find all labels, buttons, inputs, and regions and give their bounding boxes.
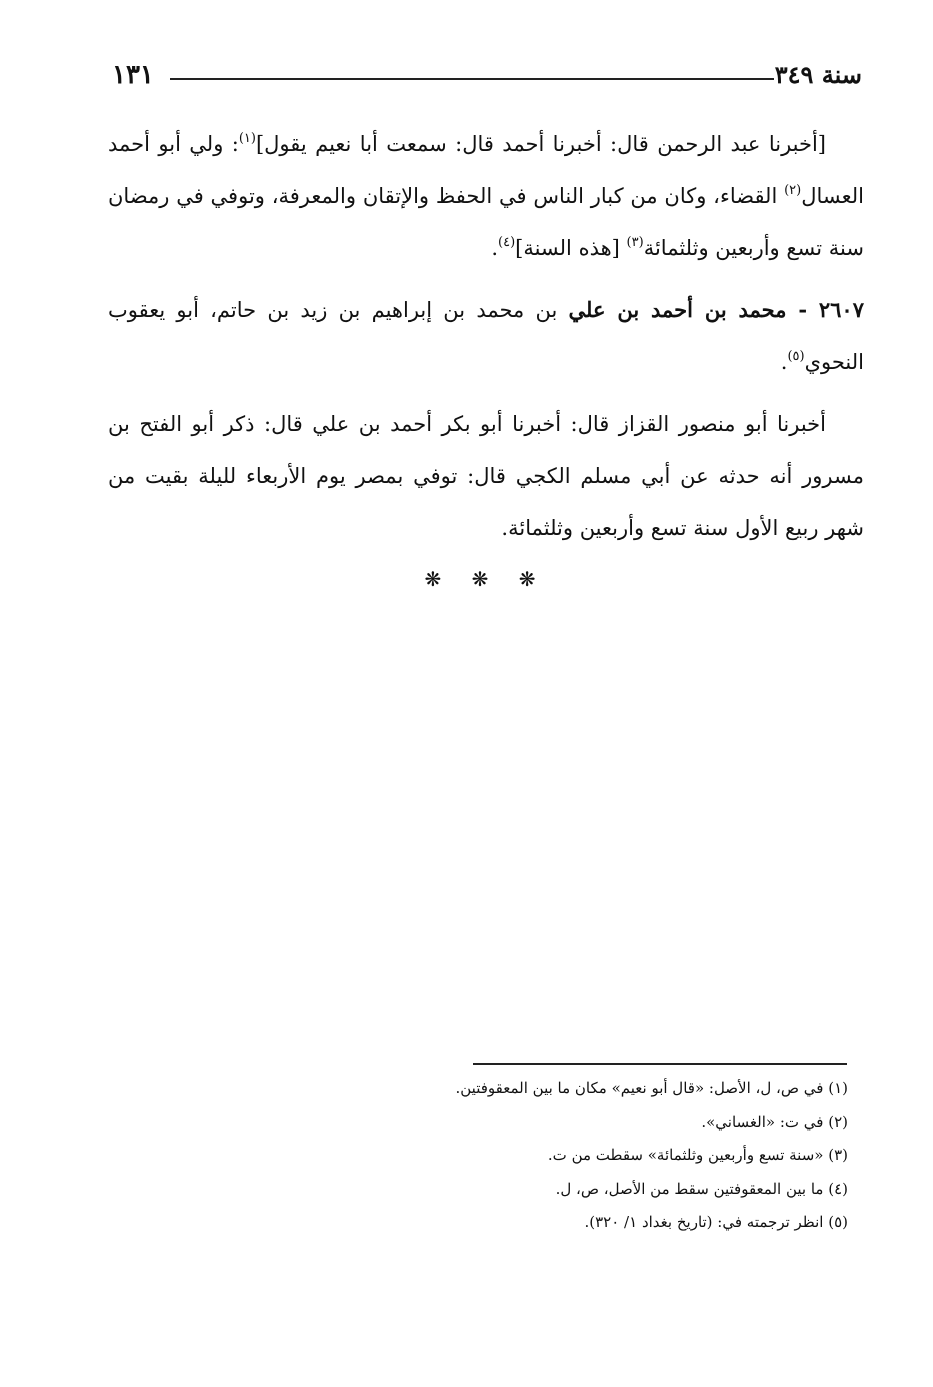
page-header xyxy=(112,58,862,92)
footnote-5: (٥) انظر ترجمته في: (تاريخ بغداد ١/ ٣٢٠). xyxy=(584,1213,848,1231)
footnotes-list xyxy=(300,1072,848,1240)
p1-text-e: . xyxy=(491,236,498,260)
paragraph-1 xyxy=(108,118,864,274)
main-text xyxy=(108,118,864,594)
footnote-ref-4[interactable]: (٤) xyxy=(498,234,516,250)
p1-text-a: [أخبرنا عبد الرحمن قال: أخبرنا أحمد قال: سمعت أبا نعيم يقول] xyxy=(255,132,826,156)
page-number: ١٣١ xyxy=(112,60,154,90)
entry-number: ٢٦٠٧ - xyxy=(786,297,864,322)
entry-2607 xyxy=(108,284,864,388)
footnote-ref-5[interactable]: (٥) xyxy=(787,348,805,364)
header-rule xyxy=(170,78,774,80)
entry-end: . xyxy=(780,350,788,374)
entry-name: محمد بن أحمد بن علي xyxy=(568,297,787,322)
p1-text-d: [هذه السنة] xyxy=(515,236,627,260)
footnote-ref-2[interactable]: (٢) xyxy=(784,182,802,198)
footnote-2: (٢) في ت: «الغساني». xyxy=(701,1112,848,1131)
footnote-1: (١) في ص، ل، الأصل: «قال أبو نعيم» مكان ما بين المعقوفتين. xyxy=(455,1079,848,1097)
footnote-ref-3[interactable]: (٣) xyxy=(626,234,644,250)
footnote-rule xyxy=(473,1063,847,1065)
footnote-ref-1[interactable]: (١) xyxy=(238,130,256,146)
entry-rest: بن محمد بن إبراهيم بن زيد بن حاتم، أبو يعقوب النحوي xyxy=(108,298,864,374)
section-separator: ❋ ❋ ❋ xyxy=(424,567,548,591)
footnote-3: (٣) «سنة تسع وأربعين وثلثمائة» سقطت من ت. xyxy=(547,1146,848,1164)
p1-text-b: : ولي أبو أحمد العسال xyxy=(108,132,864,208)
running-title: سنة ٣٤٩ xyxy=(774,60,862,89)
p1-text-c: القضاء، وكان من كبار الناس في الحفظ والإتقان والمعرفة، وتوفي في رمضان سنة تسع وأربعين وثلثمائة xyxy=(108,184,864,260)
footnote-4: (٤) ما بين المعقوفتين سقط من الأصل، ص، ل. xyxy=(555,1179,848,1198)
paragraph-3: أخبرنا أبو منصور القزاز قال: أخبرنا أبو بكر أحمد بن علي قال: ذكر أبو الفتح بن مسرور أنه حدثه عن أبي مسلم الكجي قال: توفي بمصر يوم الأربعاء لليلة بقيت من شهر ربيع الأول سنة تسع وأربعين وثلثمائة. xyxy=(108,412,864,540)
